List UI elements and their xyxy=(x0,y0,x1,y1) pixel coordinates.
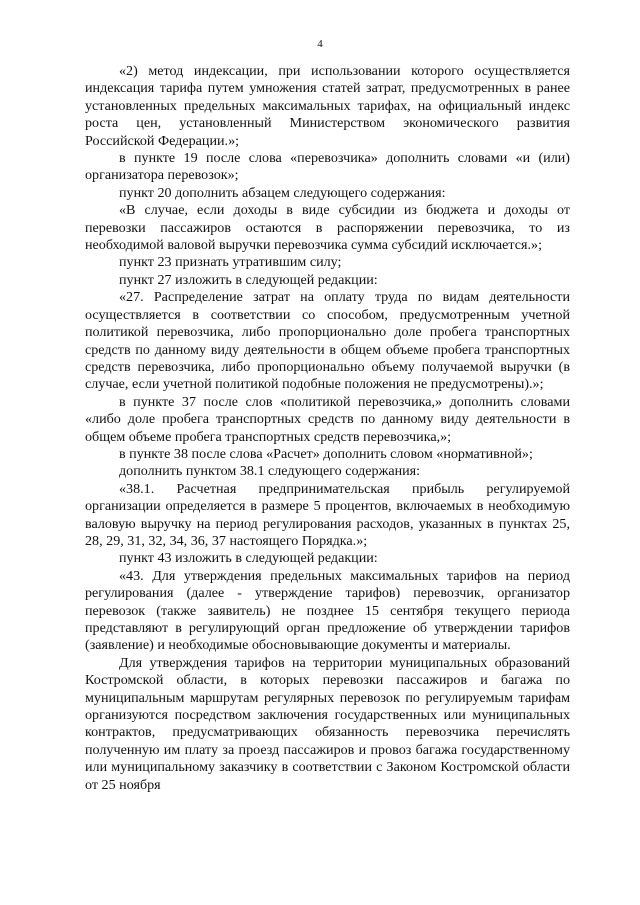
paragraph-indexation-method: «2) метод индексации, при использовании которого осуществляется индексация тарифа путем умножения статей затрат, предусмотренных в ранее установленных предельных максимальных тарифах, на официальный индекс роста цен, установленный Министерством экономического развития Российской Федерации.»; xyxy=(85,63,570,149)
paragraph-point-20-text: «В случае, если доходы в виде субсидии из бюджета и доходы от перевозки пассажиров остаются в распоряжении перевозчика, то из необходимой валовой выручки перевозчика сумма субсидий исключается.»; xyxy=(85,202,570,254)
paragraph-point-27-intro: пункт 27 изложить в следующей редакции: xyxy=(119,271,378,288)
paragraph-point-43-text: «43. Для утверждения предельных максимальных тарифов на период регулирования (далее - утверждение тарифов) перевозчик, организатор перевозок (также заявитель) не позднее 15 сентября текущего периода представляют в регулирующий орган предложение об утверждении тарифов (заявление) и необходимые обосновывающие документы и материалы. xyxy=(85,567,570,654)
page-number: 4 xyxy=(317,38,323,50)
document-body xyxy=(85,63,570,794)
paragraph-point-38-1-text: «38.1. Расчетная предпринимательская прибыль регулируемой организации определяется в размере 5 процентов, включаемых в необходимую валовую выручку на период регулирования расходов, указанных в пунктах 25, 28, 29, 31, 32, 34, 36, 37 настоящего Порядка.»; xyxy=(85,480,570,549)
paragraph-point-38: в пункте 38 после слова «Расчет» дополнить словом «нормативной»; xyxy=(119,445,533,462)
paragraph-point-37: в пункте 37 после слов «политикой перевозчика,» дополнить словами «либо доле пробега транспортных средств по данному виду деятельности в общем объеме пробега транспортных средств перевозчика,»; xyxy=(85,393,570,445)
paragraph-point-19: в пункте 19 после слова «перевозчика» дополнить словами «и (или) организатора перевозок»; xyxy=(85,150,570,184)
paragraph-point-38-1-intro: дополнить пунктом 38.1 следующего содержания: xyxy=(119,463,421,480)
paragraph-point-23: пункт 23 признать утратившим силу; xyxy=(119,254,342,271)
paragraph-municipal-tariffs: Для утверждения тарифов на территории муниципальных образований Костромской области, в которых перевозки пассажиров и багажа по муниципальным маршрутам регулярных перевозок по регулируемым тарифам организуются посредством заключения государственных или муниципальных контрактов, предусматривающих обязанность перевозчика перечислять полученную им плату за проезд пассажиров и провоз багажа государственному или муниципальному заказчику в соответствии с Законом Костромской области от 25 ноября xyxy=(85,654,570,793)
paragraph-point-43-intro: пункт 43 изложить в следующей редакции: xyxy=(119,550,378,567)
paragraph-point-20-intro: пункт 20 дополнить абзацем следующего содержания: xyxy=(119,184,446,201)
paragraph-point-27-text: «27. Распределение затрат на оплату труда по видам деятельности осуществляется в соответствии со способом, предусмотренным учетной политикой перевозчика, либо пропорционально доле пробега транспортных средств по данному виду деятельности в общем объеме пробега транспортных средств перевозчика, либо пропорционально объему получаемой выручки (в случае, если учетной политикой подобные положения не предусмотрены).»; xyxy=(85,289,570,393)
